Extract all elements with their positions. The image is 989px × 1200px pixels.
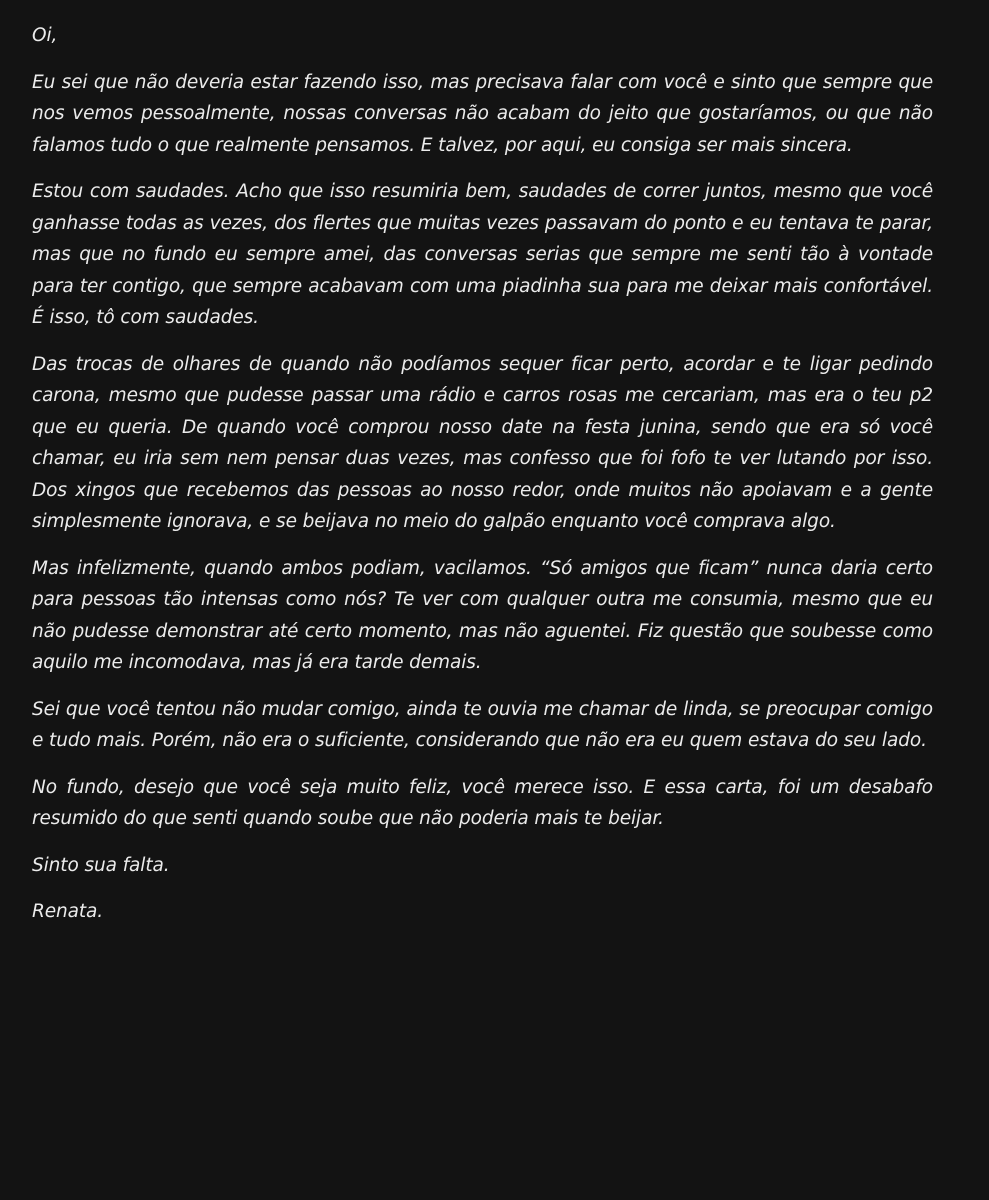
letter-greeting: Oi, — [32, 25, 58, 46]
letter-paragraph-6: No fundo, desejo que você seja muito feliz, você merece isso. E essa carta, foi um desabafo resumido do que senti quando soube que não poderia mais te beijar. — [32, 776, 933, 829]
letter-signature: Renata. — [32, 901, 104, 922]
letter-paragraph-5: Sei que você tentou não mudar comigo, ainda te ouvia me chamar de linda, se preocupar comigo e tudo mais. Porém, não era o suficiente, considerando que não era eu quem estava do seu lado. — [32, 698, 933, 751]
letter-paragraph-1: Eu sei que não deveria estar fazendo isso, mas precisava falar com você e sinto que sempre que nos vemos pessoalmente, nossas conversas não acabam do jeito que gostaríamos, ou que não falamos tudo o que realmente pensamos. E talvez, por aqui, eu consiga ser mais sincera. — [32, 71, 933, 156]
letter-paragraph-3: Das trocas de olhares de quando não podíamos sequer ficar perto, acordar e te ligar pedindo carona, mesmo que pudesse passar uma rádio e carros rosas me cercariam, mas era o teu p2 que eu queria. De quando você comprou nosso date na festa junina, sendo que era só você chamar, eu iria sem nem pensar duas vezes, mas confesso que foi fofo te ver lutando por isso. Dos xingos que recebemos das pessoas ao nosso redor, onde muitos não apoiavam e a gente simplesmente ignorava, e se beijava no meio do galpão enquanto você comprava algo. — [32, 353, 933, 532]
letter-closing: Sinto sua falta. — [32, 854, 170, 876]
letter-paragraph-4: Mas infelizmente, quando ambos podiam, vacilamos. “Só amigos que ficam” nunca daria certo para pessoas tão intensas como nós? Te ver com qualquer outra me consumia, mesmo que eu não pudesse demonstrar até certo momento, mas não aguentei. Fiz questão que soubesse como aquilo me incomodava, mas já era tarde demais. — [32, 557, 933, 673]
letter-paragraph-2: Estou com saudades. Acho que isso resumiria bem, saudades de correr juntos, mesmo que você ganhasse todas as vezes, dos flertes que muitas vezes passavam do ponto e eu tentava te parar, mas que no fundo eu sempre amei, das conversas serias que sempre me senti tão à vontade para ter contigo, que sempre acabavam com uma piadinha sua para me deixar mais confortável. É isso, tô com saudades. — [32, 181, 933, 328]
